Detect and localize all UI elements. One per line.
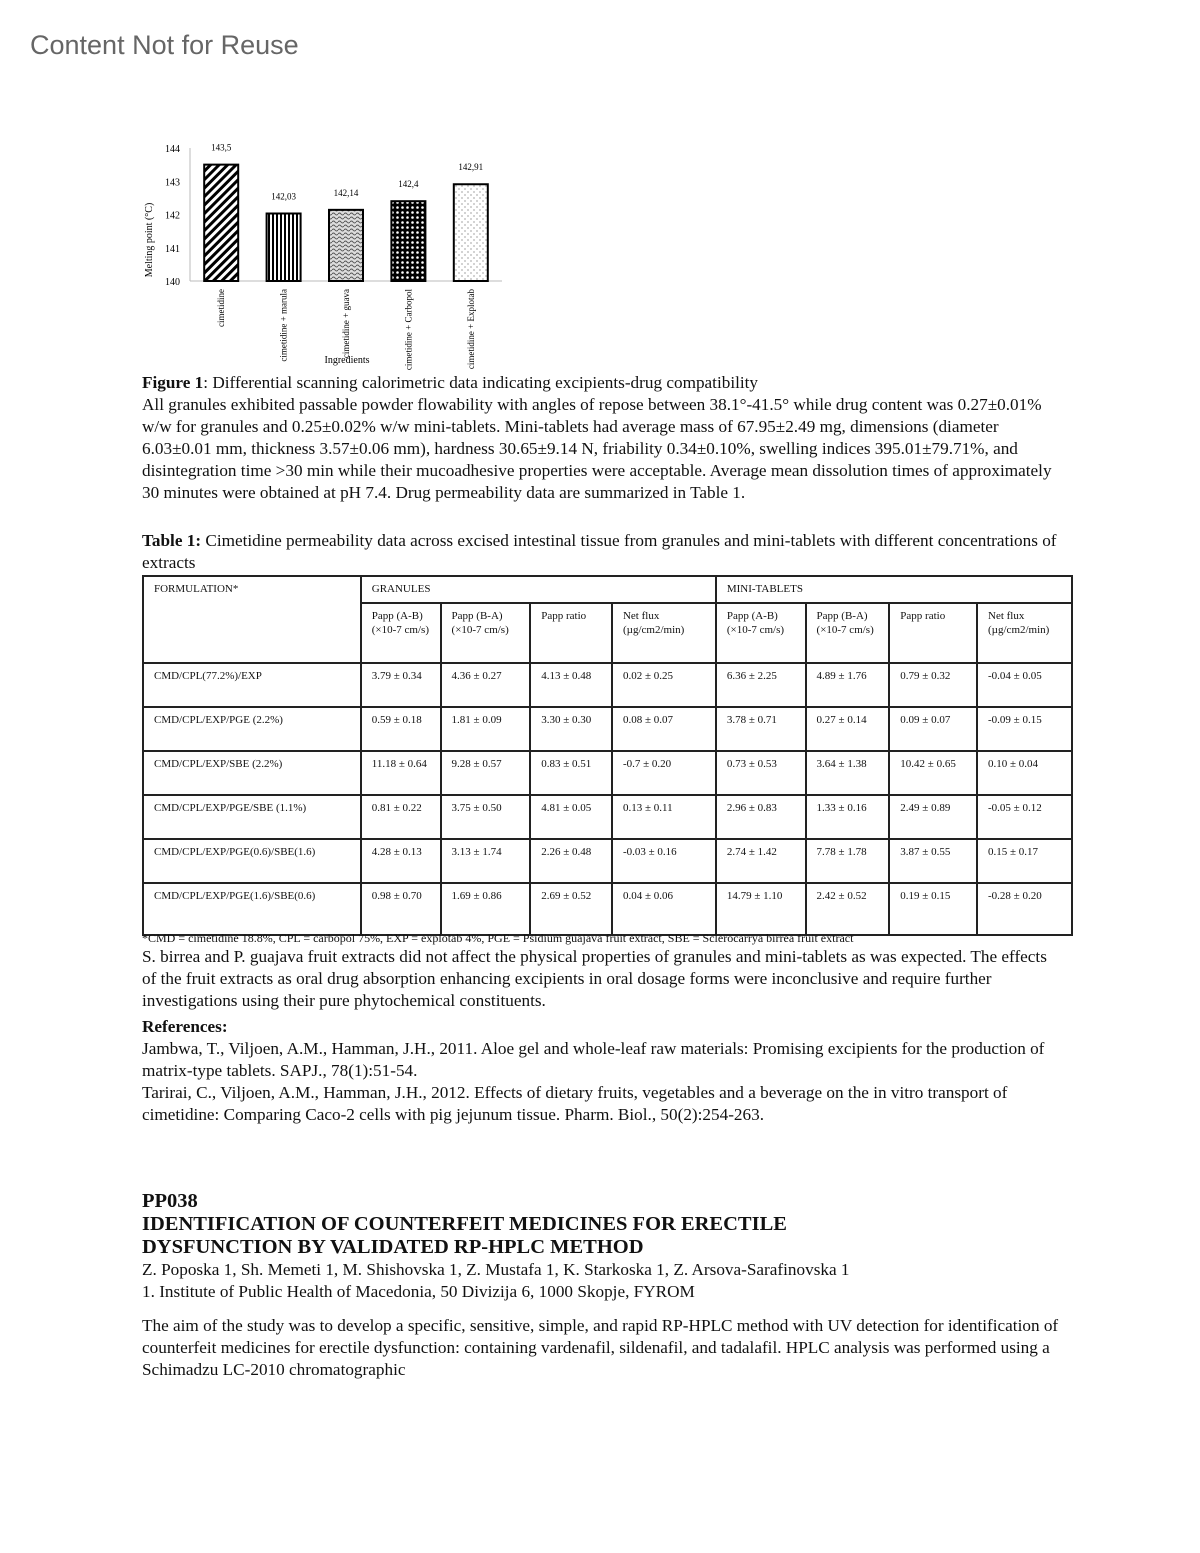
x-tick-label: cimetidine + Explotab: [465, 289, 476, 370]
value-cell: 3.30 ± 0.30: [530, 707, 612, 751]
value-cell: 4.36 ± 0.27: [441, 663, 531, 707]
permeability-table: [142, 575, 1073, 936]
formulation-cell: CMD/CPL/EXP/PGE (2.2%): [143, 707, 361, 751]
abstract-title-line1: IDENTIFICATION OF COUNTERFEIT MEDICINES FOR ERECTILE: [142, 1213, 787, 1235]
y-tick-label: 143: [165, 177, 180, 189]
abstract-title-line2: DYSFUNCTION BY VALIDATED RP-HPLC METHOD: [142, 1236, 644, 1258]
subheader-cell: Papp ratio: [530, 603, 612, 663]
table-caption: [142, 530, 1062, 574]
data-label: 142,4: [398, 179, 419, 190]
header-mini-tablets: MINI-TABLETS: [716, 576, 1072, 603]
value-cell: 0.98 ± 0.70: [361, 883, 441, 935]
subheader-cell: Papp (A-B) (×10-7 cm/s): [716, 603, 806, 663]
table-row: [143, 883, 1072, 935]
value-cell: 4.81 ± 0.05: [530, 795, 612, 839]
x-tick-label: cimetidine + marula: [278, 289, 289, 362]
value-cell: 0.81 ± 0.22: [361, 795, 441, 839]
formulation-cell: CMD/CPL/EXP/PGE/SBE (1.1%): [143, 795, 361, 839]
abstract-pp038: [142, 1190, 1062, 1381]
bar-cimetidine: [204, 165, 238, 281]
conclusion-paragraph: S. birrea and P. guajava fruit extracts did not affect the physical properties of granules and mini-tablets as was expected. The effects of the fruit extracts as oral drug absorption enhancing excipients in oral dosage forms were inconclusive and require further investigations using their pure phytochemical constituents.: [142, 947, 1047, 1010]
value-cell: 0.27 ± 0.14: [806, 707, 890, 751]
value-cell: 0.02 ± 0.25: [612, 663, 716, 707]
header-formulation: FORMULATION*: [143, 576, 361, 663]
data-label: 143,5: [211, 142, 232, 153]
value-cell: 3.79 ± 0.34: [361, 663, 441, 707]
watermark: Content Not for Reuse: [30, 30, 299, 60]
value-cell: 2.26 ± 0.48: [530, 839, 612, 883]
value-cell: 11.18 ± 0.64: [361, 751, 441, 795]
table-row: [143, 707, 1072, 751]
subheader-cell: Papp (B-A) (×10-7 cm/s): [441, 603, 531, 663]
value-cell: 0.09 ± 0.07: [889, 707, 977, 751]
bar-cimetidine-carbopol: [391, 201, 425, 281]
value-cell: 1.81 ± 0.09: [441, 707, 531, 751]
value-cell: 0.08 ± 0.07: [612, 707, 716, 751]
data-label: 142,03: [271, 191, 296, 202]
value-cell: 14.79 ± 1.10: [716, 883, 806, 935]
value-cell: -0.04 ± 0.05: [977, 663, 1072, 707]
abstract-body: The aim of the study was to develop a specific, sensitive, simple, and rapid RP-HPLC method with UV detection for identification of counterfeit medicines for erectile dysfunction: containing vardenafil, sildenafil, and tadalafil. HPLC analysis was performed using a Schimadzu LC-2010 chromatographic: [142, 1316, 1059, 1379]
reference-1: Jambwa, T., Viljoen, A.M., Hamman, J.H., 2011. Aloe gel and whole-leaf raw materials: Promising excipients for the production of matrix-type tablets. SAPJ., 78(1):51-54.: [142, 1039, 1045, 1080]
table-caption-text: Cimetidine permeability data across excised intestinal tissue from granules and mini-tablets with different concentrations of extracts: [142, 531, 1057, 572]
affiliation: 1. Institute of Public Health of Macedonia, 50 Divizija 6, 1000 Skopje, FYROM: [142, 1282, 695, 1301]
value-cell: 0.73 ± 0.53: [716, 751, 806, 795]
y-tick-label: 140: [165, 277, 180, 288]
value-cell: 4.13 ± 0.48: [530, 663, 612, 707]
value-cell: 3.75 ± 0.50: [441, 795, 531, 839]
x-tick-label: cimetidine + Carbopol: [403, 289, 414, 370]
references-heading: References:: [142, 1017, 228, 1036]
table-row: [143, 663, 1072, 707]
subheader-cell: Papp ratio: [889, 603, 977, 663]
value-cell: -0.09 ± 0.15: [977, 707, 1072, 751]
y-tick-label: 142: [165, 210, 180, 222]
abstract-id: PP038: [142, 1190, 198, 1212]
formulation-cell: CMD/CPL(77.2%)/EXP: [143, 663, 361, 707]
table-row: [143, 751, 1072, 795]
table-row: [143, 839, 1072, 883]
value-cell: 0.59 ± 0.18: [361, 707, 441, 751]
bar-cimetidine-guava: [329, 210, 363, 281]
value-cell: 2.74 ± 1.42: [716, 839, 806, 883]
value-cell: 1.69 ± 0.86: [441, 883, 531, 935]
figure-caption-text: : Differential scanning calorimetric data indicating excipients-drug compatibility: [203, 373, 759, 392]
reference-2: Tarirai, C., Viljoen, A.M., Hamman, J.H., 2012. Effects of dietary fruits, vegetables and a beverage on the in vitro transport of cimetidine: Comparing Caco-2 cells with pig jejunum tissue. Pharm. Biol., 50(2):254-263.: [142, 1083, 1008, 1124]
subheader-cell: Papp (B-A) (×10-7 cm/s): [806, 603, 890, 663]
authors: Z. Poposka 1, Sh. Memeti 1, M. Shishovska 1, Z. Mustafa 1, K. Starkoska 1, Z. Arsova-Sarafinovska 1: [142, 1260, 850, 1279]
value-cell: 0.19 ± 0.15: [889, 883, 977, 935]
value-cell: 2.96 ± 0.83: [716, 795, 806, 839]
table-footnote: *CMD = cimetidine 18.8%, CPL = carbopol 75%, EXP = explotab 4%, PGE = Psidium guajava fruit extract, SBE = Sclerocarrya birrea fruit extract: [142, 931, 854, 945]
value-cell: -0.05 ± 0.12: [977, 795, 1072, 839]
value-cell: -0.7 ± 0.20: [612, 751, 716, 795]
y-tick-label: 141: [165, 243, 180, 255]
bar-cimetidine-explotab: [454, 184, 488, 281]
y-tick-label: 144: [165, 144, 180, 155]
x-axis-label: Ingredients: [324, 355, 370, 366]
value-cell: 0.13 ± 0.11: [612, 795, 716, 839]
value-cell: -0.03 ± 0.16: [612, 839, 716, 883]
bar-cimetidine-marula: [267, 214, 301, 281]
value-cell: 2.42 ± 0.52: [806, 883, 890, 935]
figure-label: Figure 1: [142, 373, 204, 392]
figure-caption: [142, 372, 1062, 394]
results-paragraph: All granules exhibited passable powder flowability with angles of repose between 38.1°-41.5° while drug content was 0.27±0.01% w/w for granules and 0.25±0.02% w/w mini-tablets. Mini-tablets had average mass of 67.95±2.49 mg, dimensions (diameter 6.03±0.01 mm, thickness 3.57±0.06 mm), hardness 30.65±9.14 N, friability 0.34±0.10%, swelling indices 395.01±79.71%, and disintegration time >30 min while their mucoadhesive properties were acceptable. Average mean dissolution times of approximately 30 minutes were obtained at pH 7.4. Drug permeability data are summarized in Table 1.: [142, 395, 1052, 502]
formulation-cell: CMD/CPL/EXP/SBE (2.2%): [143, 751, 361, 795]
subheader-cell: Net flux (µg/cm2/min): [977, 603, 1072, 663]
value-cell: 0.04 ± 0.06: [612, 883, 716, 935]
x-tick-label: cimetidine + guava: [341, 289, 351, 359]
value-cell: 7.78 ± 1.78: [806, 839, 890, 883]
value-cell: 0.10 ± 0.04: [977, 751, 1072, 795]
table-label: Table 1:: [142, 531, 202, 550]
table-row: [143, 795, 1072, 839]
subheader-cell: Papp (A-B) (×10-7 cm/s): [361, 603, 441, 663]
value-cell: 3.87 ± 0.55: [889, 839, 977, 883]
value-cell: 3.64 ± 1.38: [806, 751, 890, 795]
x-tick-label: cimetidine: [216, 289, 227, 327]
value-cell: 0.15 ± 0.17: [977, 839, 1072, 883]
value-cell: 3.13 ± 1.74: [441, 839, 531, 883]
value-cell: 2.69 ± 0.52: [530, 883, 612, 935]
data-label: 142,14: [333, 187, 359, 198]
value-cell: 9.28 ± 0.57: [441, 751, 531, 795]
value-cell: 6.36 ± 2.25: [716, 663, 806, 707]
subheader-cell: Net flux (µg/cm2/min): [612, 603, 716, 663]
header-granules: GRANULES: [361, 576, 716, 603]
value-cell: 3.78 ± 0.71: [716, 707, 806, 751]
value-cell: 10.42 ± 0.65: [889, 751, 977, 795]
formulation-cell: CMD/CPL/EXP/PGE(0.6)/SBE(1.6): [143, 839, 361, 883]
melting-point-chart: [140, 140, 520, 370]
value-cell: 4.28 ± 0.13: [361, 839, 441, 883]
value-cell: 4.89 ± 1.76: [806, 663, 890, 707]
formulation-cell: CMD/CPL/EXP/PGE(1.6)/SBE(0.6): [143, 883, 361, 935]
data-label: 142,91: [458, 162, 484, 173]
y-axis-label: Melting point (°C): [144, 202, 155, 278]
value-cell: 0.83 ± 0.51: [530, 751, 612, 795]
value-cell: 0.79 ± 0.32: [889, 663, 977, 707]
value-cell: 2.49 ± 0.89: [889, 795, 977, 839]
value-cell: -0.28 ± 0.20: [977, 883, 1072, 935]
value-cell: 1.33 ± 0.16: [806, 795, 890, 839]
